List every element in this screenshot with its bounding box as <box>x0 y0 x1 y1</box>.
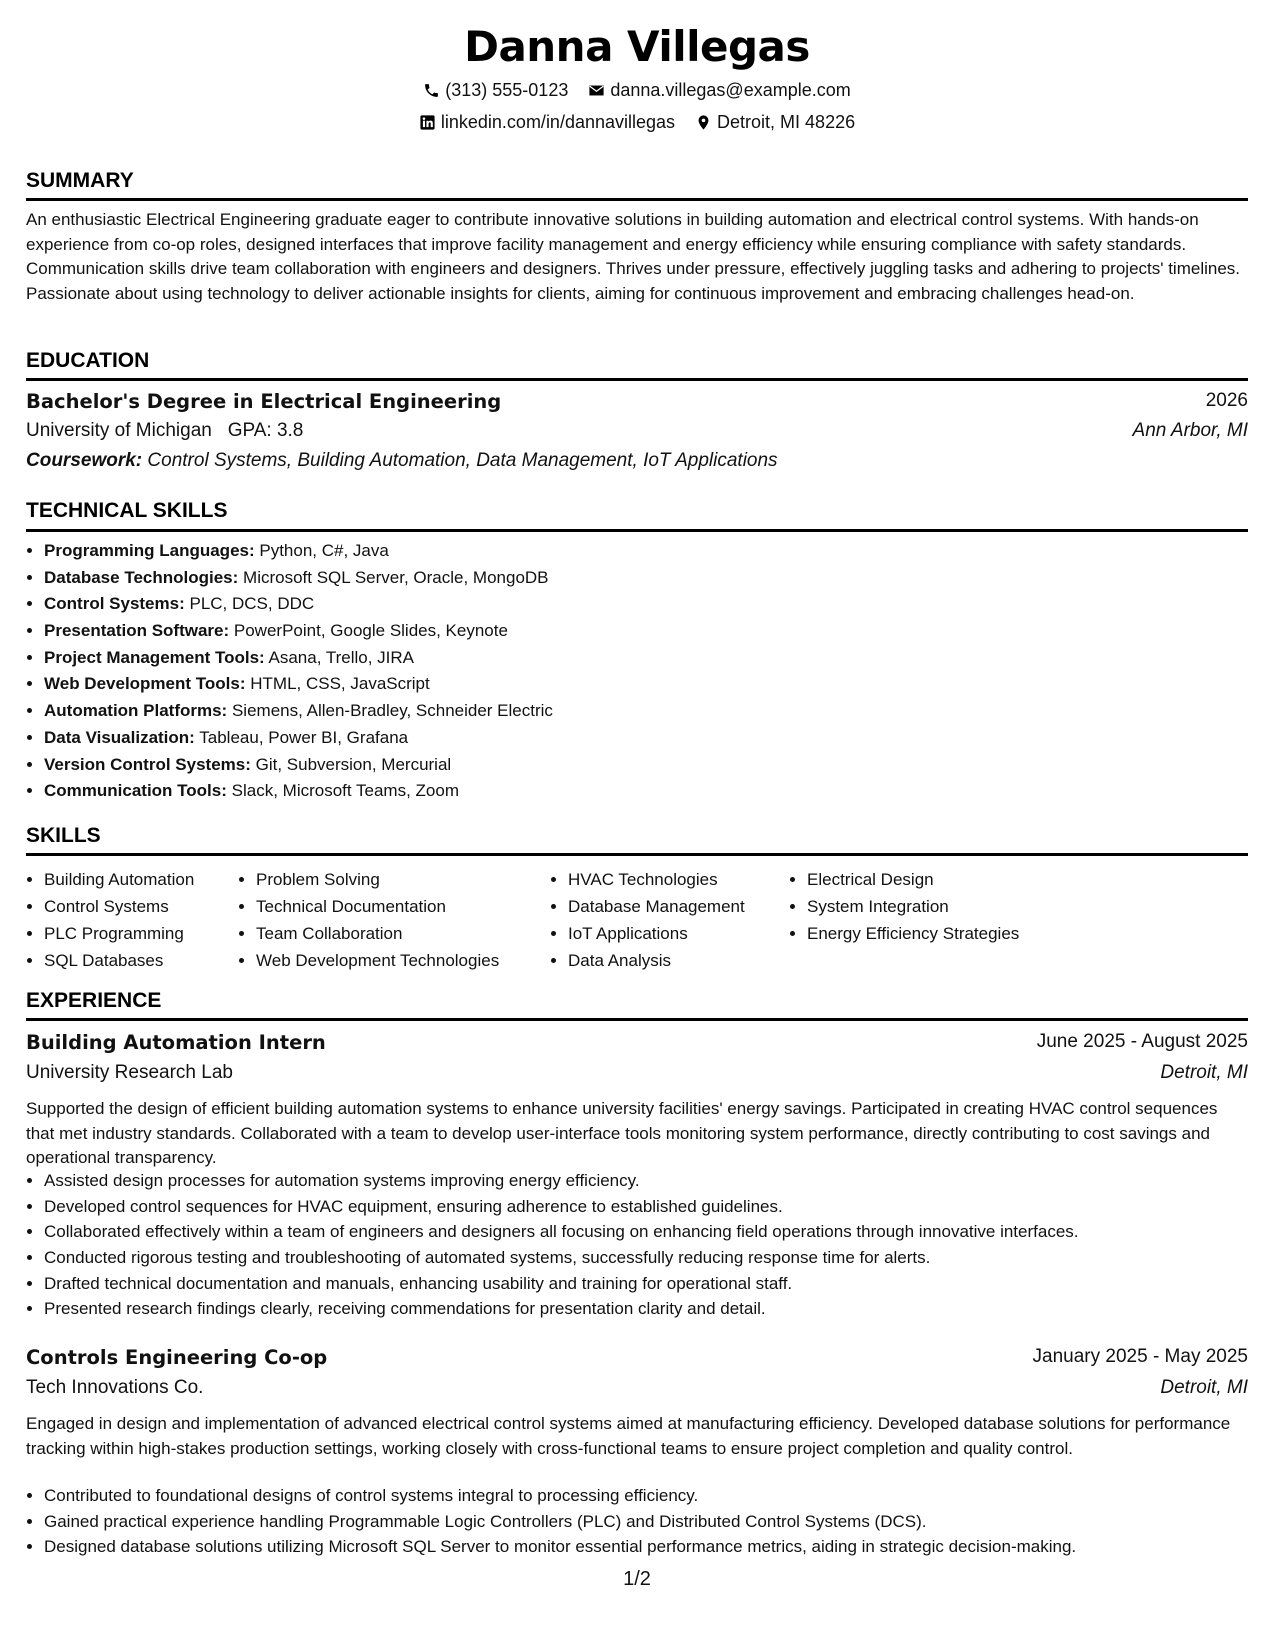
list-item: • Team Collaboration <box>256 920 499 947</box>
gpa: GPA: 3.8 <box>227 420 304 441</box>
job-title: Building Automation Intern <box>26 1031 326 1054</box>
skills-column-2 <box>238 866 499 974</box>
skills-column-1 <box>26 866 194 974</box>
list-item: • Conducted rigorous testing and troubleshooting of automated systems, successfully reducing response time for alerts. <box>44 1245 1079 1271</box>
list-item: • Technical Documentation <box>256 893 499 920</box>
list-item: • Automation Platforms: Siemens, Allen-Bradley, Schneider Electric <box>44 698 553 725</box>
list-item: • SQL Databases <box>44 947 194 974</box>
list-item: • Database Management <box>568 893 745 920</box>
list-item: • Presentation Software: PowerPoint, Google Slides, Keynote <box>44 618 553 645</box>
list-item: • Control Systems <box>44 893 194 920</box>
coursework-label: Coursework: <box>26 450 143 471</box>
list-item: • PLC Programming <box>44 920 194 947</box>
job-bullets <box>26 1168 1079 1322</box>
list-item: • Control Systems: PLC, DCS, DDC <box>44 591 553 618</box>
linkedin-text: linkedin.com/in/dannavillegas <box>440 112 676 132</box>
contact-row-2 <box>26 112 1248 133</box>
list-item: • Database Technologies: Microsoft SQL Server, Oracle, MongoDB <box>44 565 553 592</box>
list-item: • Programming Languages: Python, C#, Java <box>44 538 553 565</box>
list-item: • Collaborated effectively within a team of engineers and designers all focusing on enhancing field operations through innovative interfaces. <box>44 1219 1079 1245</box>
education-divider <box>26 378 1248 381</box>
list-item: • Data Visualization: Tableau, Power BI, Grafana <box>44 725 553 752</box>
list-item: • IoT Applications <box>568 920 745 947</box>
graduation-year: 2026 <box>1205 390 1248 411</box>
list-item: • Energy Efficiency Strategies <box>807 920 1019 947</box>
phone-text: (313) 555-0123 <box>445 80 569 100</box>
job-summary: Supported the design of efficient building automation systems to enhance university facilities' energy savings. Participated in creating HVAC control sequences that met industry standards. Collaborated with a team to develop user-interface tools monitoring system performance, directly contributing to cost savings and operational transparency. <box>26 1099 1218 1167</box>
job-company: University Research Lab <box>26 1062 233 1083</box>
list-item: • Web Development Technologies <box>256 947 499 974</box>
school-line <box>26 420 303 442</box>
job-dates: January 2025 - May 2025 <box>1032 1346 1248 1367</box>
degree-title: Bachelor's Degree in Electrical Engineering <box>26 390 502 413</box>
list-item: • Communication Tools: Slack, Microsoft Teams, Zoom <box>44 778 553 805</box>
experience-heading: EXPERIENCE <box>26 989 162 1012</box>
candidate-name: Danna Villegas <box>464 22 810 71</box>
map-pin-icon <box>695 114 712 131</box>
list-item: • Project Management Tools: Asana, Trello, JIRA <box>44 645 553 672</box>
resume-page <box>26 0 1248 1650</box>
list-item: • Problem Solving <box>256 866 499 893</box>
skills-heading: SKILLS <box>26 824 101 847</box>
job-location: Detroit, MI <box>1160 1062 1248 1083</box>
school-location: Ann Arbor, MI <box>1132 420 1248 441</box>
experience-divider <box>26 1018 1248 1021</box>
page-number: 1/2 <box>623 1568 651 1590</box>
skills-column-4 <box>789 866 1019 947</box>
contact-row-1 <box>26 80 1248 101</box>
list-item: • HVAC Technologies <box>568 866 745 893</box>
contact-linkedin[interactable] <box>419 112 675 133</box>
job-title: Controls Engineering Co-op <box>26 1346 328 1369</box>
list-item: • Assisted design processes for automation systems improving energy efficiency. <box>44 1168 1079 1194</box>
list-item: • Web Development Tools: HTML, CSS, JavaScript <box>44 671 553 698</box>
list-item: • Electrical Design <box>807 866 1019 893</box>
school-name: University of Michigan <box>26 420 212 441</box>
list-item: • Version Control Systems: Git, Subversion, Mercurial <box>44 752 553 779</box>
coursework-list: Control Systems, Building Automation, Data Management, IoT Applications <box>147 450 778 471</box>
technical-skills-heading: TECHNICAL SKILLS <box>26 499 228 522</box>
job-company: Tech Innovations Co. <box>26 1377 204 1398</box>
skills-column-3 <box>550 866 745 974</box>
summary-heading: SUMMARY <box>26 169 134 192</box>
list-item: • Building Automation <box>44 866 194 893</box>
linkedin-icon <box>419 114 436 131</box>
coursework-line <box>26 450 778 472</box>
list-item: • Designed database solutions utilizing Microsoft SQL Server to monitor essential performance metrics, aiding in strategic decision-making. <box>44 1534 1076 1560</box>
list-item: • Contributed to foundational designs of control systems integral to processing efficiency. <box>44 1483 1076 1509</box>
skills-divider <box>26 853 1248 856</box>
education-heading: EDUCATION <box>26 349 150 372</box>
list-item: • System Integration <box>807 893 1019 920</box>
summary-divider <box>26 198 1248 201</box>
job-dates: June 2025 - August 2025 <box>1036 1031 1248 1052</box>
list-item: • Drafted technical documentation and manuals, enhancing usability and training for operational staff. <box>44 1271 1079 1297</box>
job-location: Detroit, MI <box>1160 1377 1248 1398</box>
list-item: • Data Analysis <box>568 947 745 974</box>
phone-icon <box>423 82 440 99</box>
list-item: • Developed control sequences for HVAC equipment, ensuring adherence to established guidelines. <box>44 1194 1079 1220</box>
technical-skills-list <box>26 538 553 805</box>
envelope-icon <box>588 82 605 99</box>
contact-phone[interactable] <box>423 80 568 101</box>
list-item: • Gained practical experience handling Programmable Logic Controllers (PLC) and Distributed Control Systems (DCS). <box>44 1509 1076 1535</box>
job-bullets <box>26 1483 1076 1560</box>
job-summary: Engaged in design and implementation of advanced electrical control systems aimed at manufacturing efficiency. Developed database solutions for performance tracking within high-stakes production settings, working closely with cross-functional teams to ensure project completion and quality control. <box>26 1414 1231 1458</box>
contact-location <box>695 112 855 133</box>
email-text: danna.villegas@example.com <box>610 80 851 100</box>
summary-text: An enthusiastic Electrical Engineering graduate eager to contribute innovative solutions in building automation and electrical control systems. With hands-on experience from co-op roles, designed interfaces that improve facility management and energy efficiency while ensuring compliance with safety standards. Communication skills drive team collaboration with engineers and designers. Thrives under pressure, effectively juggling tasks and adhering to projects' timelines. Passionate about using technology to deliver actionable insights for clients, aiming for continuous improvement and embracing challenges head-on. <box>26 210 1241 303</box>
location-text: Detroit, MI 48226 <box>717 112 856 132</box>
list-item: • Presented research findings clearly, receiving commendations for presentation clarity and detail. <box>44 1296 1079 1322</box>
contact-email[interactable] <box>588 80 850 101</box>
technical-skills-divider <box>26 529 1248 532</box>
